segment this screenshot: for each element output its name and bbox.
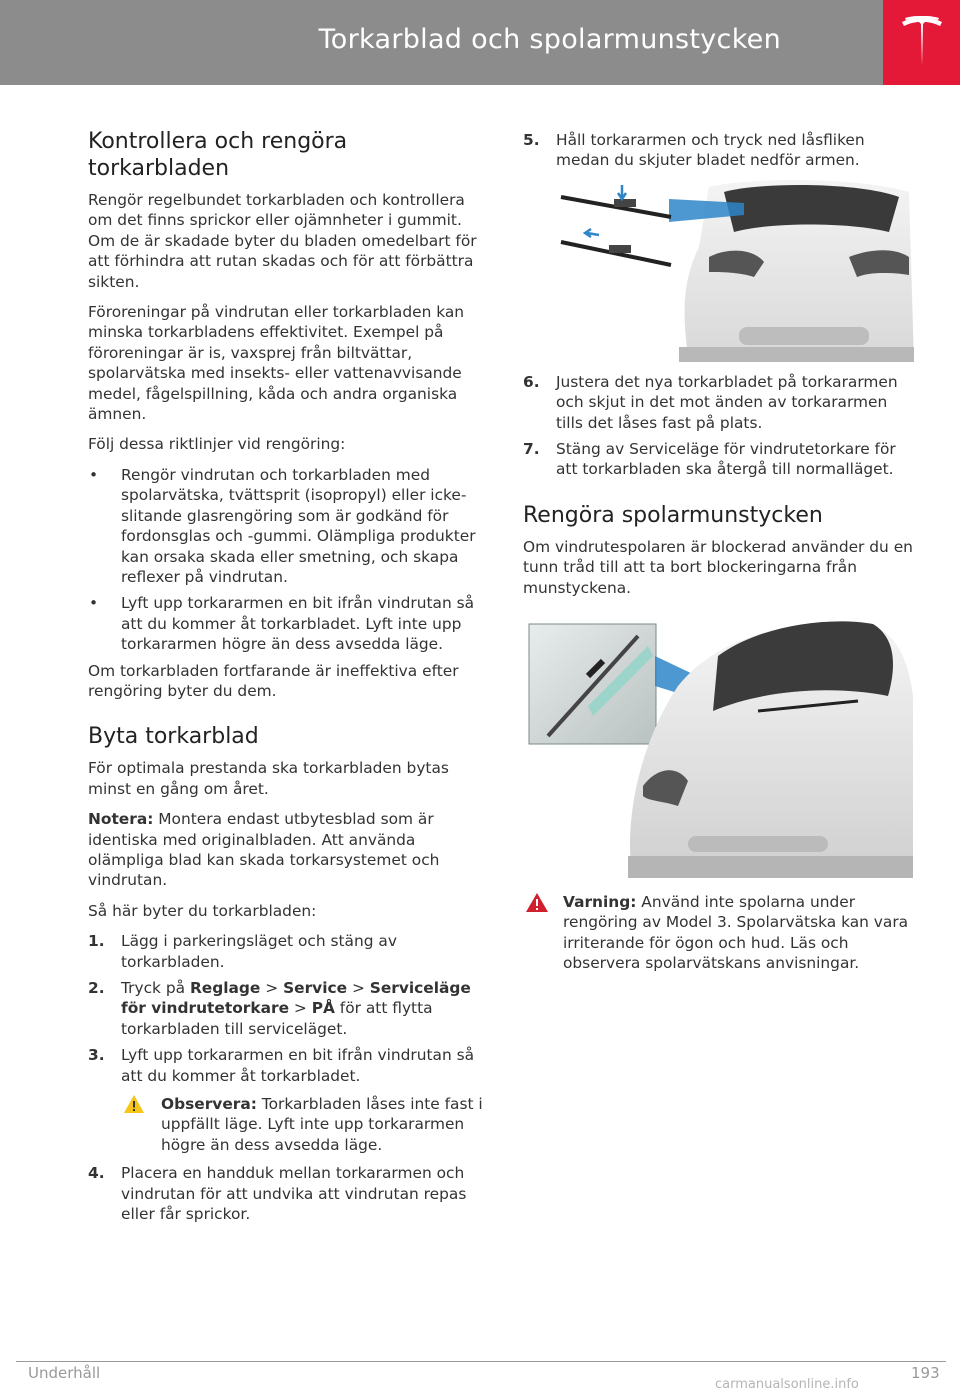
step-item: 1. Lägg i parkeringsläget och stäng av torkarbladen. [88,932,397,971]
left-column [88,128,483,1230]
list-item: • Rengör vindrutan och torkarbladen med spolarvätska, tvättsprit (isopropyl) eller icke-slitande glasrengöring som är godkänd för fordonsglas och -gummi. Olämpliga produkter kan orsaka skada eller smetning, och skapa reflexer på vindrutan. [89,465,476,586]
tesla-logo [883,0,960,85]
section-heading-inspect-clean: Kontrollera och rengöra torkarbladen [88,129,348,181]
paragraph: Om vindrutespolaren är blockerad använder du en tunn tråd till att ta bort blockeringarna från munstyckena. [523,537,913,597]
page-number: 193 [911,1364,940,1382]
paragraph: Följ dessa riktlinjer vid rengöring: [88,435,346,454]
paragraph: Om torkarbladen fortfarande är ineffektiva efter rengöring byter du dem. [88,661,459,700]
section-heading-replace: Byta torkarblad [88,724,259,750]
step-item: 6. Justera det nya torkarbladet på torkararmen och skjut in det mot änden av torkararmen tills det låses fast på plats. [523,372,898,432]
caution-triangle-icon [123,1094,145,1114]
step-item: 4. Placera en handduk mellan torkararmen och vindrutan för att undvika att vindrutan repas eller får sprickor. [88,1164,467,1224]
section-heading-clean-nozzles: Rengöra spolarmunstycken [523,502,823,528]
bullet-icon: • [89,465,99,484]
warning-triangle-icon [525,892,549,913]
right-column [523,130,918,982]
paragraph: Rengör regelbundet torkarbladen och kontrollera om det finns sprickor eller ojämnheter i gummit. Om de är skadade byter du bladen omedelbart för att förhindra att rutan skadas och för att förbättra sikten. [88,191,477,291]
washer-nozzle-illustration [528,616,918,878]
warning-callout: Varning: Använd inte spolarna under rengöring av Model 3. Spolarvätska kan vara irriterande för ögon och hud. Läs och observera spolarvätskans anvisningar. [523,892,918,974]
paragraph: För optimala prestanda ska torkarbladen bytas minst en gång om året. [88,759,449,798]
bullet-icon: • [89,594,99,613]
note-label: Notera: [88,810,154,829]
footer-divider [16,1361,946,1362]
paragraph: Så här byter du torkarbladen: [88,901,317,920]
step-item: 5. Håll torkararmen och tryck ned låsfliken medan du skjuter bladet nedför armen. [523,131,865,170]
page-title: Torkarblad och spolarmunstycken [318,24,781,55]
paragraph: Föroreningar på vindrutan eller torkarbladen kan minska torkarbladens effektivitet. Exempel på föroreningar är is, vaxsprej från biltvättar, spolarvätska med insekts- eller vattenavvisande medel, fågelspillning, kåda och andra organiska ämnen. [88,303,465,424]
step-item: 2. Tryck på Reglage > Service > Serviceläge för vindrutetorkare > PÅ för att flytta torkarbladen till serviceläget. [88,979,471,1038]
note-paragraph: Notera: Montera endast utbytesblad som är identiska med originalbladen. Att använda olämpliga blad kan skada torkarsystemet och vindrutan. [88,810,440,890]
list-item: • Lyft upp torkararmen en bit ifrån vindrutan så att du kommer åt torkarbladet. Lyft inte upp torkararmen högre än dess avsedda läge. [89,594,475,654]
warning-label: Varning: [563,893,637,912]
step-item: 7. Stäng av Serviceläge för vindrutetorkare för att torkarbladen ska återgå till normalläget. [523,440,896,479]
bullet-list [88,465,483,655]
caution-callout: Observera: Torkarbladen låses inte fast i uppfällt läge. Lyft inte upp torkararmen högre än dess avsedda läge. [121,1094,483,1155]
caution-label: Observera: [161,1095,257,1114]
step-item: 3. Lyft upp torkararmen en bit ifrån vindrutan så att du kommer åt torkarbladet. [88,1046,475,1085]
page-header [0,0,883,85]
watermark: carmanualsonline.info [715,1377,859,1392]
footer-section: Underhåll [28,1364,101,1382]
wiper-blade-illustration [559,177,918,362]
tesla-logo-icon [900,16,944,68]
